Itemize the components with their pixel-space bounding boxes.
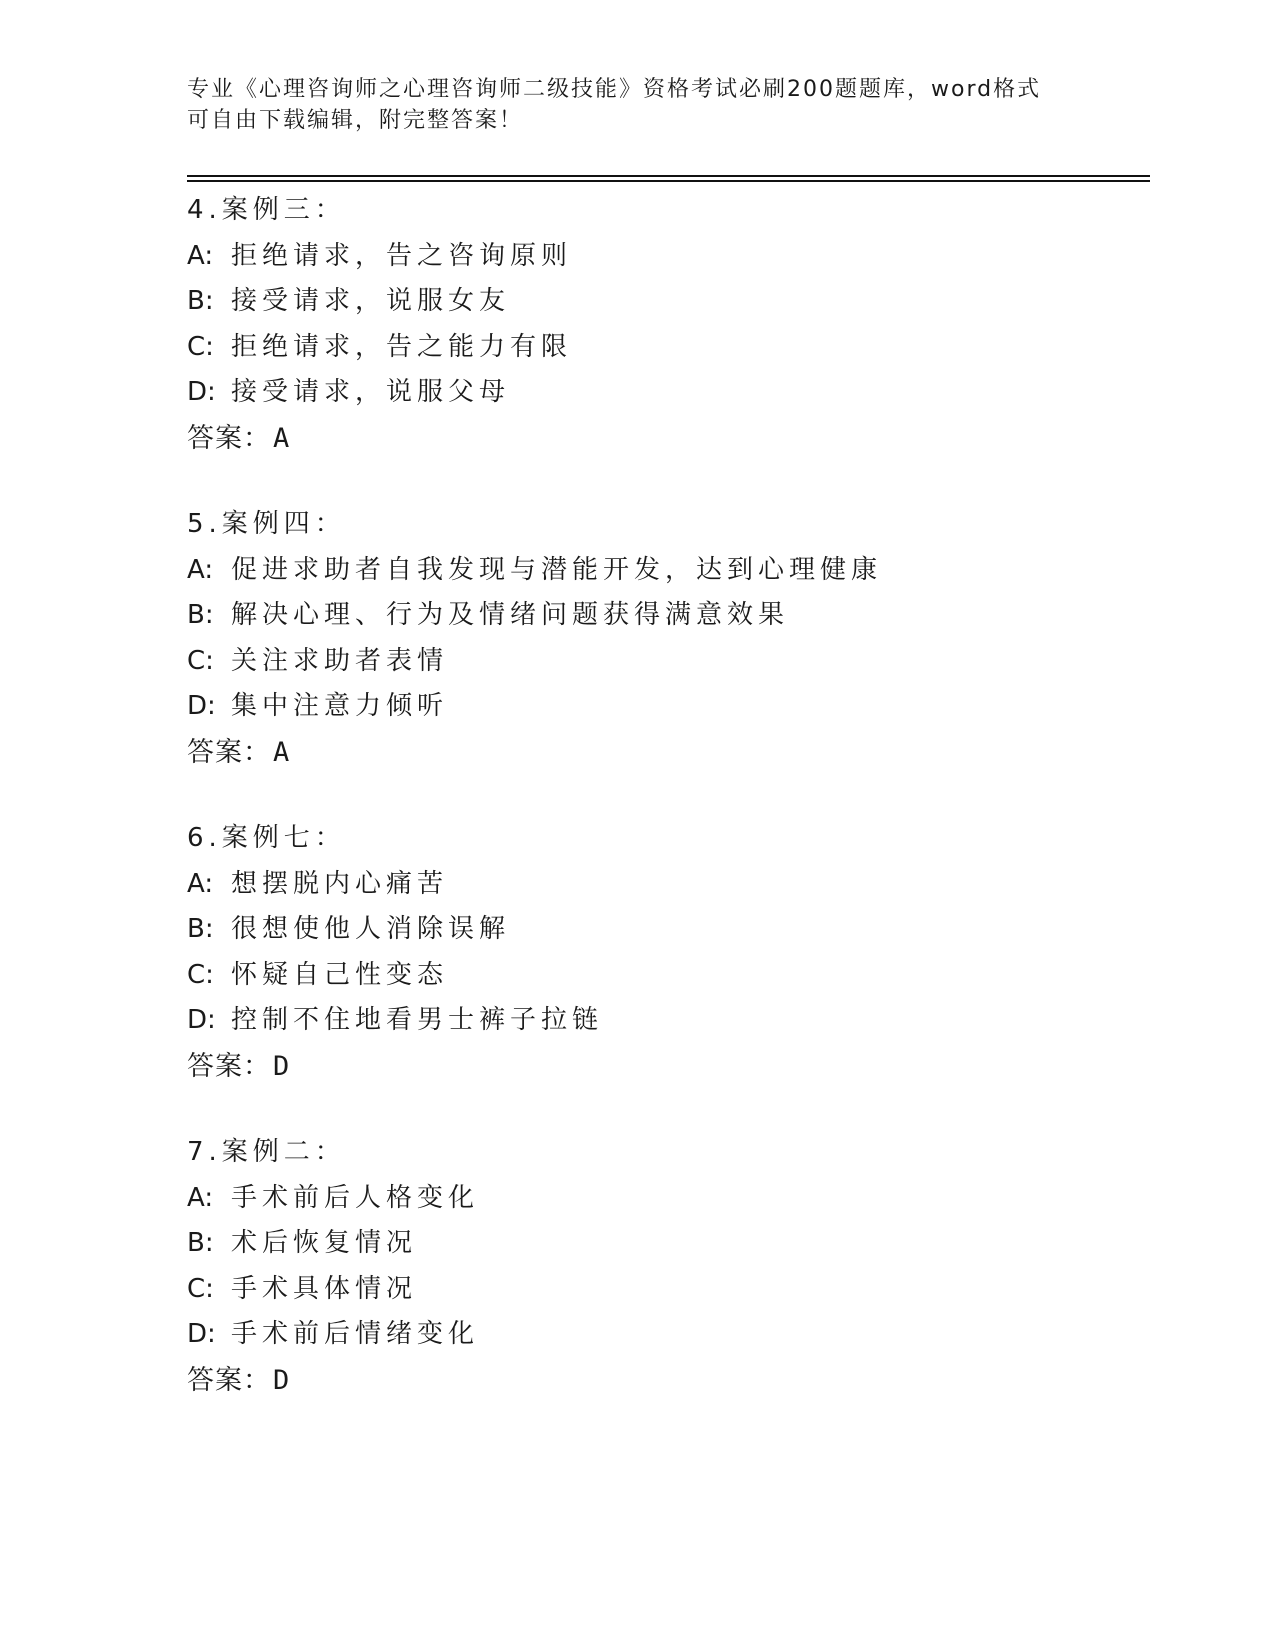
option-letter: D: (187, 1319, 216, 1349)
option-text: 集中注意力倾听 (231, 691, 449, 721)
option-c (187, 1267, 1147, 1313)
option-text: 很想使他人消除误解 (231, 914, 511, 944)
option-c (187, 953, 1147, 999)
option-b (187, 593, 1147, 639)
answer-value: A (273, 736, 291, 768)
header-divider-top (187, 175, 1150, 177)
option-b (187, 907, 1147, 953)
option-letter: D: (187, 377, 216, 407)
answer-label: 答案： (187, 1050, 271, 1082)
option-letter: B: (187, 600, 214, 630)
option-a (187, 862, 1147, 908)
answer-label: 答案： (187, 736, 271, 768)
option-text: 接受请求，说服父母 (231, 377, 511, 407)
option-text: 拒绝请求，告之咨询原则 (231, 240, 573, 271)
option-d (187, 684, 1147, 730)
option-text: 关注求助者表情 (231, 645, 449, 676)
option-text: 想摆脱内心痛苦 (231, 868, 449, 899)
answer-line (187, 416, 1147, 462)
option-a (187, 1176, 1147, 1222)
question-item (187, 816, 1147, 1089)
answer-value: D (273, 1050, 291, 1082)
option-b (187, 279, 1147, 325)
question-title: 6.案例七： (187, 823, 346, 853)
option-text: 促进求助者自我发现与潜能开发，达到心理健康 (231, 554, 883, 585)
option-a (187, 234, 1147, 280)
question-item (187, 502, 1147, 775)
option-text: 手术前后人格变化 (231, 1182, 480, 1213)
option-letter: C: (187, 645, 214, 676)
answer-line (187, 1044, 1147, 1090)
option-d (187, 370, 1147, 416)
option-letter: A: (187, 1182, 214, 1213)
question-title: 7.案例二： (187, 1137, 346, 1167)
answer-line (187, 730, 1147, 776)
document-header (187, 74, 1087, 136)
option-text: 术后恢复情况 (231, 1228, 418, 1258)
answer-value: A (273, 422, 291, 454)
answer-label: 答案： (187, 1364, 271, 1396)
option-letter: C: (187, 959, 214, 990)
option-letter: A: (187, 554, 214, 585)
question-title: 4.案例三： (187, 195, 346, 225)
option-a (187, 548, 1147, 594)
header-divider-bottom (187, 180, 1150, 182)
option-text: 控制不住地看男士裤子拉链 (231, 1005, 604, 1035)
option-letter: C: (187, 331, 214, 362)
option-text: 怀疑自己性变态 (231, 959, 449, 990)
option-letter: C: (187, 1273, 214, 1304)
option-letter: B: (187, 286, 214, 316)
header-line-1: 专业《心理咨询师之心理咨询师二级技能》资格考试必刷200题题库，word格式 (187, 77, 1042, 102)
question-item (187, 1130, 1147, 1403)
answer-label: 答案： (187, 422, 271, 454)
option-text: 拒绝请求，告之能力有限 (231, 331, 573, 362)
option-d (187, 1312, 1147, 1358)
option-b (187, 1221, 1147, 1267)
question-title: 5.案例四： (187, 509, 346, 539)
option-letter: A: (187, 868, 214, 899)
option-text: 接受请求，说服女友 (231, 286, 511, 316)
option-letter: D: (187, 691, 216, 721)
option-d (187, 998, 1147, 1044)
option-letter: A: (187, 240, 214, 271)
question-list (187, 188, 1147, 1444)
option-c (187, 325, 1147, 371)
option-letter: D: (187, 1005, 216, 1035)
option-c (187, 639, 1147, 685)
answer-line (187, 1358, 1147, 1404)
option-letter: B: (187, 1228, 214, 1258)
header-line-2: 可自由下载编辑，附完整答案！ (187, 108, 524, 133)
option-text: 解决心理、行为及情绪问题获得满意效果 (231, 600, 790, 630)
question-item (187, 188, 1147, 461)
option-letter: B: (187, 914, 214, 944)
answer-value: D (273, 1364, 291, 1396)
option-text: 手术前后情绪变化 (231, 1319, 480, 1349)
option-text: 手术具体情况 (231, 1273, 418, 1304)
